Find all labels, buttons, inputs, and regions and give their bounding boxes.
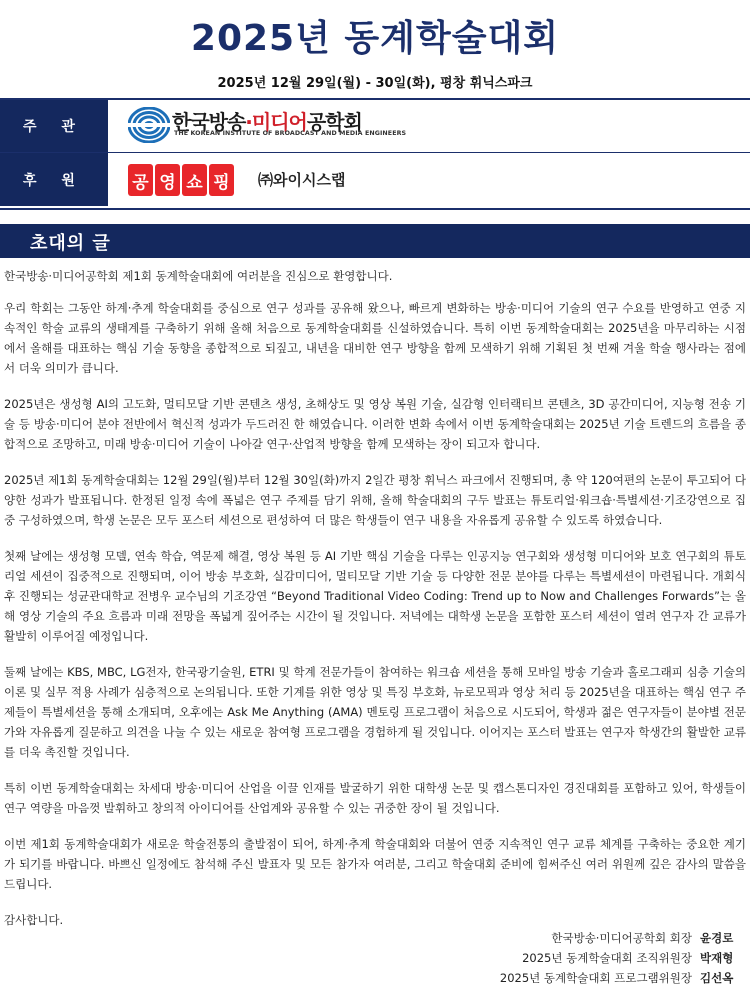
kobeta-logo-mark-icon: [128, 107, 170, 143]
signature-name: 김선옥: [700, 971, 734, 985]
sponsor1-char: 공: [128, 164, 153, 196]
kobeta-logo: [128, 106, 407, 146]
sponsor-row: [0, 153, 750, 206]
sponsor-label: 후 원: [0, 153, 108, 206]
paragraph: 둘째 날에는 KBS, MBC, LG전자, 한국광기술원, ETRI 및 학계 전문가들이 참여하는 워크숍 세션을 통해 모바일 방송 기술과 홀로그래피 심층 기술의 이론 및 실무 적용 사례가 심층적으로 논의됩니다. 또한 기계를 위한 영상 및 특징 부호화, 뉴로모픽과 영상 처리 등 2025년을 대표하는 핵심 연구 주제들이 특별세션을 통해 소개되며, 오후에는 Ask Me Anything (AMA) 멘토링 프로그램이 처음으로 시도되어, 학생과 젊은 연구자들이 분야별 전문가와 자유롭게 질문하고 의견을 나눌 수 있는 새로운 참여형 프로그램을 경험하게 될 것입니다. 이어지는 포스터 발표는 연구자 학생간의 활발한 교류를 더욱 촉진할 것입니다.: [4, 665, 746, 759]
signature-name: 박재형: [700, 951, 734, 965]
paragraph: 특히 이번 동계학술대회는 차세대 방송·미디어 산업을 이끌 인재를 발굴하기 위한 대학생 논문 및 캡스톤디자인 경진대회를 포함하고 있어, 학생들이 연구 역량을 마음껏 발휘하고 창의적 아이디어를 산업계와 공유할 수 있는 귀중한 장이 될 것입니다.: [4, 781, 746, 815]
event-date-location: 2025년 12월 29일(월) - 30일(화), 평창 휘닉스파크: [217, 76, 533, 91]
section-header: [0, 224, 750, 258]
kobeta-name-english: THE KOREAN INSTITUTE OF BROADCAST AND MEDIA ENGINEERS: [174, 130, 407, 137]
sponsor1-char: 영: [155, 164, 180, 196]
sponsor1-char: 핑: [209, 164, 234, 196]
paragraph: 2025년은 생성형 AI의 고도화, 멀티모달 기반 콘텐츠 생성, 초해상도 및 영상 복원 기술, 실감형 인터랙티브 콘텐츠, 3D 공간미디어, 지능형 전송 기술 등 방송·미디어 분야 전반에서 혁신적 성과가 두드러진 한 해였습니다. 이러한 변화 속에서 이번 동계학술대회는 2025년 기술 트렌드의 흐름을 종합적으로 조망하고, 미래 방송·미디어 기술이 나아갈 연구·산업적 방향을 함께 모색하는 장이 되고자 합니다.: [4, 397, 746, 451]
kobeta-name-korean: 한국방송·미디어공학회: [172, 110, 362, 134]
signature-line: [500, 968, 744, 988]
paragraph: 한국방송·미디어공학회 제1회 동계학술대회에 여러분을 진심으로 환영합니다.: [4, 269, 393, 283]
signature-line: [500, 948, 744, 968]
signature-role: 2025년 동계학술대회 프로그램위원장: [499, 971, 692, 985]
paragraph: 2025년 제1회 동계학술대회는 12월 29일(월)부터 12월 30일(화)까지 2일간 평창 휘닉스 파크에서 진행되며, 총 약 120여편의 논문이 투고되어 다양한 성과가 발표됩니다. 한정된 일정 속에 폭넓은 연구 주제를 담기 위해, 올해 학술대회의 구두 발표는 튜토리얼·워크숍·특별세션·기조강연으로 집중 구성하였으며, 학생 논문은 모두 포스터 세션으로 편성하여 더 많은 학생들이 연구 내용을 자유롭게 공유할 수 있도록 하였습니다.: [4, 473, 746, 527]
sponsor1-char: 쇼: [182, 164, 207, 196]
invitation-body: [4, 266, 746, 946]
signature-block: [500, 928, 744, 988]
signature-role: 한국방송·미디어공학회 회장: [551, 931, 692, 945]
paragraph: 이번 제1회 동계학술대회가 새로운 학술전통의 출발점이 되어, 하계·추계 학술대회와 더불어 연중 지속적인 연구 교류 체계를 구축하는 중요한 계기가 되기를 바랍니다. 바쁘신 일정에도 참석해 주신 발표자 및 모든 참가자 여러분, 그리고 학술대회 준비에 힘써주신 여러 위원께 깊은 감사의 말씀을 드립니다.: [4, 837, 746, 891]
host-row: [0, 100, 750, 153]
page-title: 2025년 동계학술대회: [190, 18, 560, 59]
signature-line: [500, 928, 744, 948]
paragraph: 첫째 날에는 생성형 모델, 연속 학습, 역문제 해결, 영상 복원 등 AI 기반 핵심 기술을 다루는 인공지능 연구회와 생성형 미디어와 보호 연구회의 튜토리얼 세션이 집중적으로 진행되며, 이어 방송 부호화, 실감미디어, 멀티모달 기반 기술 등 다양한 전문 분야를 다루는 특별세션이 마련됩니다. 개회식 후 진행되는 성균관대학교 전병우 교수님의 기조강연 “Beyond Traditional Video Coding: Trend up to Now and Challenges Forwards”는 올해 영상 기술의 주요 흐름과 미래 전망을 폭넓게 짚어주는 시간이 될 것입니다. 저녁에는 대학생 논문을 포함한 포스터 세션이 열려 연구자 간 교류가 활발히 이루어질 예정입니다.: [4, 549, 746, 643]
host-label: 주 관: [0, 100, 108, 152]
closing-line: 감사합니다.: [4, 913, 64, 927]
organizer-table: [0, 98, 750, 210]
sponsor-name-wysislab: ㈜와이시스랩: [258, 171, 346, 189]
sponsor-logo-gongyoung-shopping: [128, 164, 234, 196]
paragraph: 우리 학회는 그동안 하계·추계 학술대회를 중심으로 연구 성과를 공유해 왔으나, 빠르게 변화하는 방송·미디어 기술의 연구 수요를 반영하고 연중 지속적인 학술 교류의 생태계를 구축하기 위해 올해 처음으로 동계학술대회를 신설하였습니다. 특히 이번 동계학술대회는 2025년을 마무리하는 시점에서 올해를 대표하는 핵심 기술 동향을 종합적으로 되짚고, 내년을 대비한 연구 방향을 함께 모색하기 위해 기획된 첫 번째 겨울 학술 행사라는 점에서 더욱 의미가 큽니다.: [4, 301, 746, 375]
signature-name: 윤경로: [700, 931, 734, 945]
signature-role: 2025년 동계학술대회 조직위원장: [522, 951, 692, 965]
section-title: 초대의 글: [30, 233, 111, 254]
